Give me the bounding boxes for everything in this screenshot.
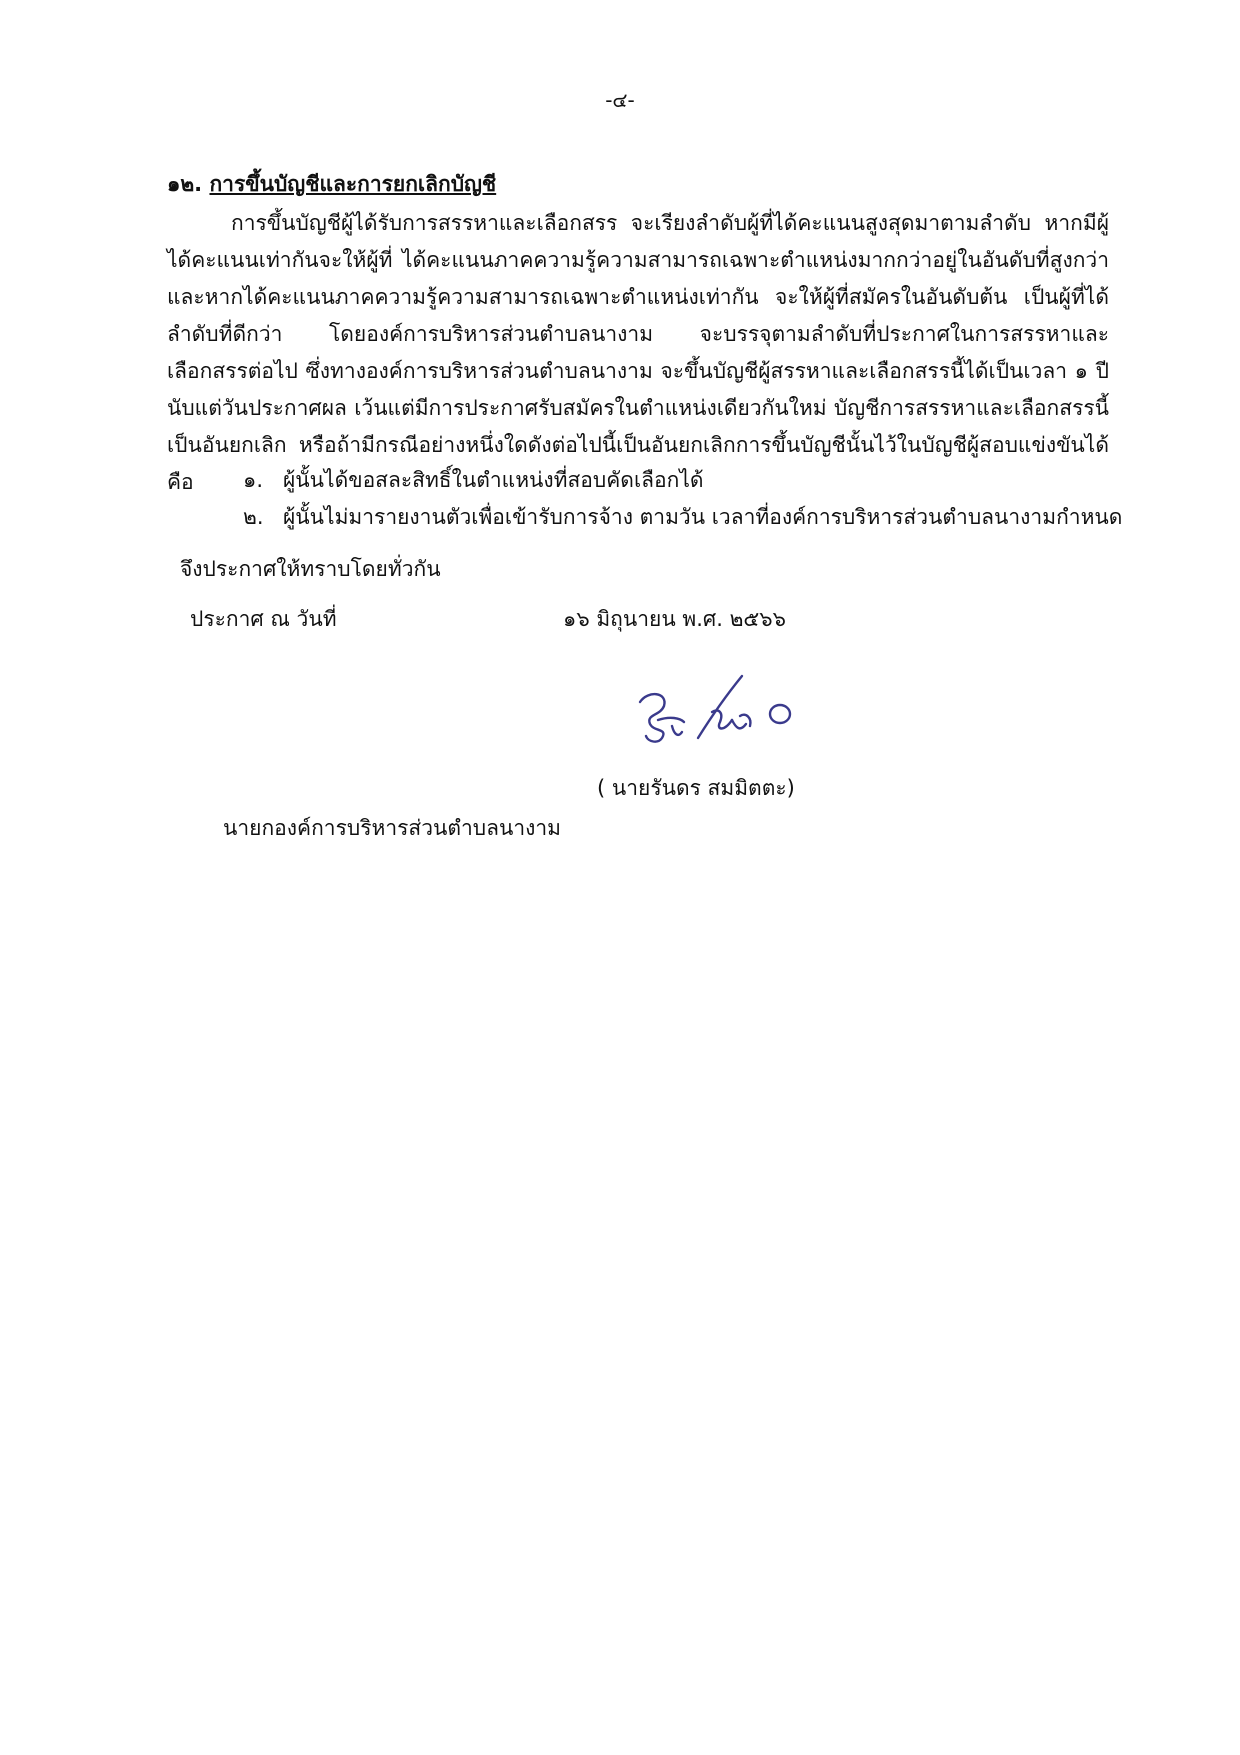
signer-title: นายกองค์การบริหารส่วนตำบลนางาม bbox=[223, 816, 562, 840]
section-number: ๑๒. bbox=[167, 172, 203, 196]
page-number: -๔- bbox=[605, 88, 635, 112]
announce-date: ๑๖ มิถุนายน พ.ศ. ๒๕๖๖ bbox=[563, 607, 786, 631]
list-item-number: ๒. bbox=[243, 505, 264, 529]
section-heading bbox=[167, 168, 496, 201]
closing-statement: จึงประกาศให้ทราบโดยทั่วกัน bbox=[180, 557, 441, 581]
list-item-text: ผู้นั้นได้ขอสละสิทธิ์ในตำแหน่งที่สอบคัดเลือกได้ bbox=[283, 468, 704, 492]
signer-name: ( นายรันดร สมมิตตะ) bbox=[597, 776, 795, 800]
section-title: การขึ้นบัญชีและการยกเลิกบัญชี bbox=[209, 172, 497, 196]
announce-label: ประกาศ ณ วันที่ bbox=[190, 607, 337, 631]
list-item bbox=[243, 501, 1122, 534]
list-item-text: ผู้นั้นไม่มารายงานตัวเพื่อเข้ารับการจ้าง ตามวัน เวลาที่องค์การบริหารส่วนตำบลนางามกำหนด bbox=[283, 505, 1123, 529]
body-paragraph-text: การขึ้นบัญชีผู้ได้รับการสรรหาและเลือกสรร จะเรียงลำดับผู้ที่ได้คะแนนสูงสุดมาตามลำดับ หากมีผู้ได้คะแนนเท่ากันจะให้ผู้ที่ ได้คะแนนภาคความรู้ความสามารถเฉพาะตำแหน่งมากกว่าอยู่ในอันดับที่สูงกว่า และหากได้คะแนนภาคความรู้ความสามารถเฉพาะตำแหน่งเท่ากัน จะให้ผู้ที่สมัครในอันดับต้น เป็นผู้ที่ได้ลำดับที่ดีกว่า โดยองค์การบริหารส่วนตำบลนางาม จะบรรจุตามลำดับที่ประกาศในการสรรหาและเลือกสรรต่อไป ซึ่งทางองค์การบริหารส่วนตำบลนางาม จะขึ้นบัญชีผู้สรรหาและเลือกสรรนี้ได้เป็นเวลา ๑ ปี นับแต่วันประกาศผล เว้นแต่มีการประกาศรับสมัครในตำแหน่งเดียวกันใหม่ บัญชีการสรรหาและเลือกสรรนี้เป็นอันยกเลิก หรือถ้ามีกรณีอย่างหนึ่งใดดังต่อไปนี้เป็นอันยกเลิกการขึ้นบัญชีนั้นไว้ในบัญชีผู้สอบแข่งขันได้ คือ bbox=[167, 211, 1109, 494]
handwritten-signature bbox=[628, 672, 808, 758]
body-paragraph bbox=[167, 205, 1109, 501]
list-item bbox=[243, 464, 704, 497]
list-item-number: ๑. bbox=[243, 468, 264, 492]
